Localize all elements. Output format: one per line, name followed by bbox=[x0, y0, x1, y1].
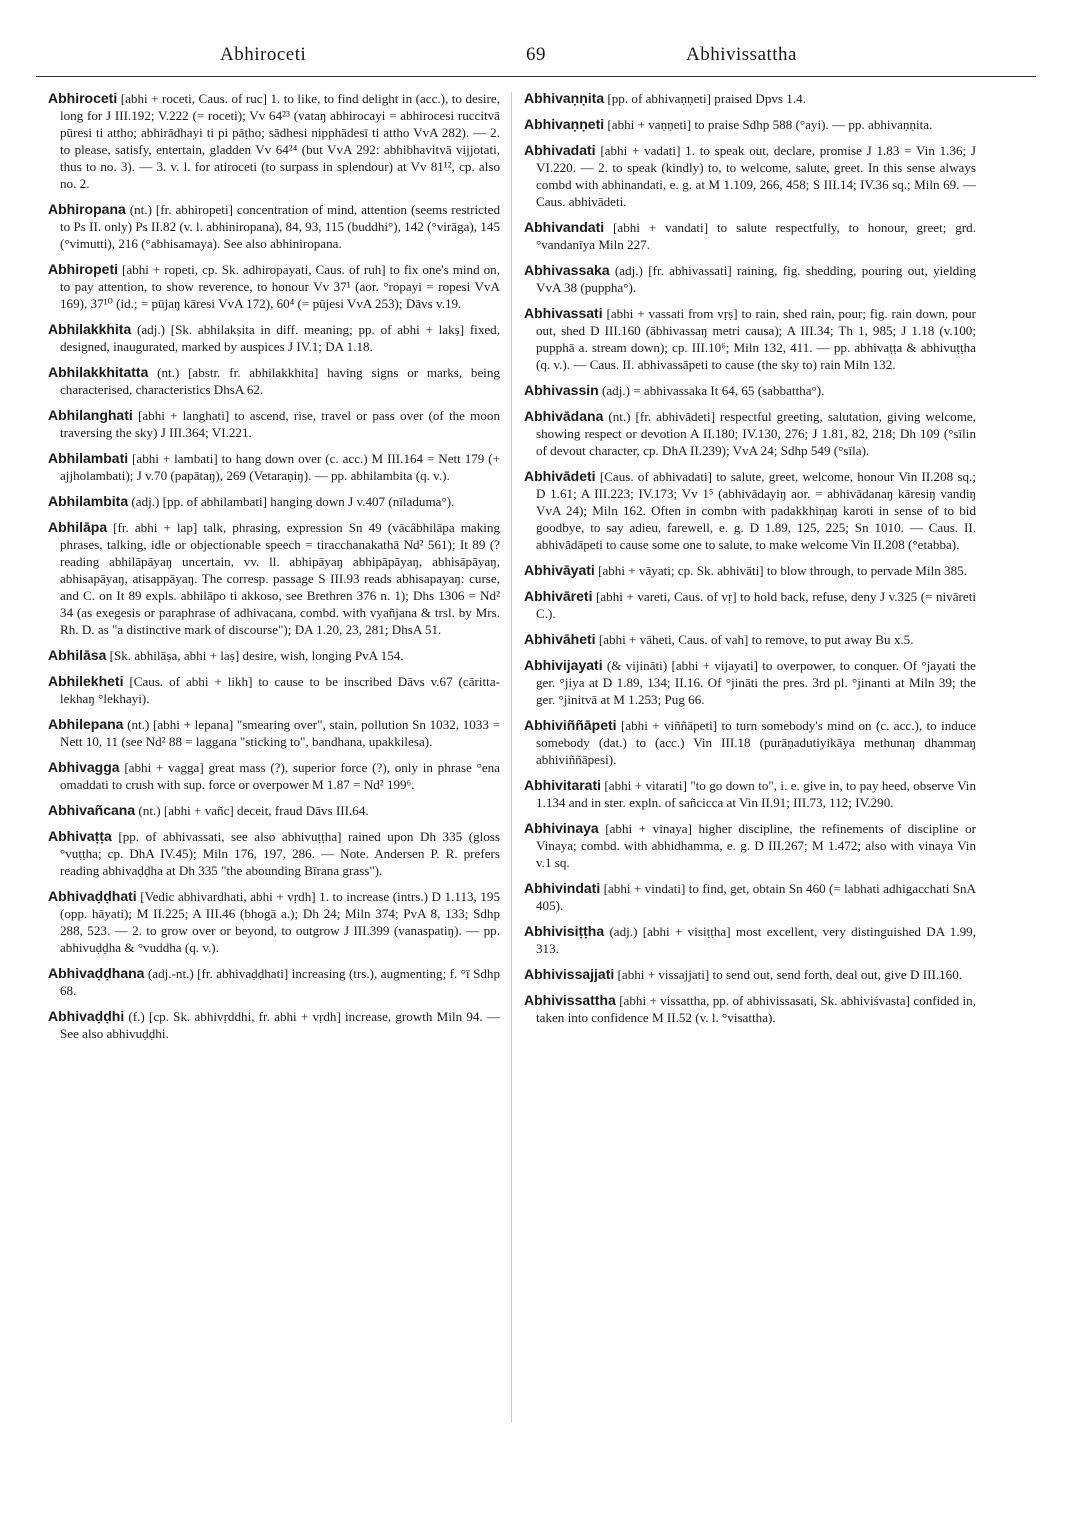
dictionary-entry bbox=[48, 493, 500, 510]
headword: Abhivassati bbox=[524, 305, 603, 321]
definition: [abhi + vadati] 1. to speak out, declare, promise J 1.83 = Vin 1.36; J VI.220. — 2. to speak (kindly) to, to welcome, salute, greet. In this sense always combd with abhinandati, e. g. at M 1.109, 266, 458; S III.14; IV.36 sq.; Miln 69. — Caus. abhivādeti. bbox=[536, 143, 976, 209]
headword: Abhivissattha bbox=[524, 992, 616, 1008]
headword: Abhivagga bbox=[48, 759, 120, 775]
running-head-left: Abhiroceti bbox=[220, 44, 307, 65]
definition: (& vijināti) [abhi + vijayati] to overpower, to conquer. Of °jayati the ger. °jiya at D 1.89, 134; II.16. Of °jināti the pres. 3rd pl. °jinanti at Miln 39; the ger. °jinitvā at M 1.253; Pug 66. bbox=[536, 658, 976, 707]
right-column bbox=[524, 90, 976, 1035]
headword: Abhivaḍḍhana bbox=[48, 965, 145, 981]
definition: [abhi + vareti, Caus. of vṛ] to hold back, refuse, deny J v.325 (= nivāreti C.). bbox=[536, 589, 976, 621]
headword: Abhivāyati bbox=[524, 562, 595, 578]
definition: (adj.) [abhi + visiṭṭha] most excellent, very distinguished DA 1.99, 313. bbox=[536, 924, 976, 956]
headword: Abhivijayati bbox=[524, 657, 603, 673]
dictionary-entry bbox=[48, 90, 500, 192]
definition: (f.) [cp. Sk. abhivṛddhi, fr. abhi + vṛdh] increase, growth Miln 94. — See also abhivuḍḍhi. bbox=[60, 1009, 500, 1041]
definition: [abhi + lambati] to hang down over (c. acc.) M III.164 = Nett 179 (+ ajjholambati); J v.70 (papātaŋ), 269 (Vetaraṇiŋ). — pp. abhilambita (q. v.). bbox=[60, 451, 500, 483]
headword: Abhivādeti bbox=[524, 468, 596, 484]
headword: Abhivāheti bbox=[524, 631, 596, 647]
dictionary-entry bbox=[48, 1008, 500, 1042]
definition: [abhi + ropeti, cp. Sk. adhiropayati, Caus. of ruh] to fix one's mind on, to pay attention, to show reverence, to honour Vv 37¹ (aor. °ropayi = ropesi VvA 169), 37¹⁰ (id.; = pūjaŋ kāresi VvA 172), 60⁴ (= pūjesi VvA 253); Dāvs v.19. bbox=[60, 262, 500, 311]
headword: Abhivisiṭṭha bbox=[524, 923, 605, 939]
headword: Abhilekheti bbox=[48, 673, 124, 689]
headword: Abhivissajjati bbox=[524, 966, 615, 982]
dictionary-entry bbox=[524, 382, 976, 399]
definition: (adj.) [Sk. abhilakṣita in diff. meaning; pp. of abhi + lakṣ] fixed, designed, inaugurated, marked by auspices J IV.1; DA 1.18. bbox=[60, 322, 500, 354]
dictionary-entry bbox=[524, 820, 976, 871]
headword: Abhilambita bbox=[48, 493, 129, 509]
column-divider bbox=[511, 92, 512, 1422]
definition: (nt.) [abhi + lepana] "smearing over", stain, pollution Sn 1032, 1033 = Nett 10, 11 (see Nd² 88 = laggana "sticking to", bandhana, upakkilesa). bbox=[60, 717, 500, 749]
page-header bbox=[36, 40, 1036, 77]
definition: [abhi + vagga] great mass (?), superior force (?), only in phrase °ena omaddati to crush with sup. force or overpower M 1.87 = Nd² 199⁶. bbox=[60, 760, 500, 792]
definition: [abhi + vāheti, Caus. of vah] to remove, to put away Bu x.5. bbox=[595, 632, 914, 647]
headword: Abhivindati bbox=[524, 880, 601, 896]
dictionary-entry bbox=[524, 923, 976, 957]
definition: [abhi + vissattha, pp. of abhivissasati, Sk. abhiviśvasta] confided in, taken into confidence M II.52 (v. l. °visattha). bbox=[536, 993, 976, 1025]
definition: (nt.) [fr. abhiropeti] concentration of mind, attention (seems restricted to Ps II. only) Ps II.82 (v. l. abhiniropana), 84, 93, 115 (buddhi°), 142 (°virāga), 145 (°vimutti), 216 (°abhisamaya). See also abhiniropana. bbox=[60, 202, 500, 251]
dictionary-entry bbox=[48, 673, 500, 707]
headword: Abhilakkhita bbox=[48, 321, 132, 337]
definition: (adj.) [pp. of abhilambati] hanging down J v.407 (nīladuma°). bbox=[128, 494, 455, 509]
definition: [Caus. of abhi + likh] to cause to be inscribed Dāvs v.67 (cāritta-lekhaŋ °lekhayi). bbox=[60, 674, 500, 706]
dictionary-entry bbox=[524, 116, 976, 133]
headword: Abhivitarati bbox=[524, 777, 602, 793]
dictionary-entry bbox=[48, 647, 500, 664]
dictionary-entry bbox=[48, 519, 500, 638]
definition: (adj.-nt.) [fr. abhivaḍḍhati] increasing (trs.), augmenting; f. °ī Sdhp 68. bbox=[60, 966, 500, 998]
dictionary-entry bbox=[48, 828, 500, 879]
definition: [pp. of abhivassati, see also abhivuṭṭha] rained upon Dh 335 (gloss °vuṭṭha; cp. DhA IV.45); Miln 176, 197, 286. — Note. Andersen P. R. prefers reading abhivaḍḍha at Dh 335 "the abounding Bīrana grass"). bbox=[60, 829, 500, 878]
dictionary-entry bbox=[524, 562, 976, 579]
dictionary-entry bbox=[524, 219, 976, 253]
definition: [pp. of abhivaṇṇeti] praised Dpvs 1.4. bbox=[604, 91, 806, 106]
definition: [abhi + roceti, Caus. of ruc] 1. to like, to find delight in (acc.), to desire, long for J III.192; V.222 (= roceti); Vv 64²³ (vataŋ abhirocayi = abhirocesi ruccitvā pūresi ti attho; abhirādhayi ti pi pāṭho; sādhesi nipphādesī ti attho VvA 282). — 2. to please, satisfy, entertain, gladden Vv 64²⁴ (but VvA 292: abhibhavitvā vijjotati, thus to no. 3). — 3. v. l. for atiroceti (to surpass in splendour) at Vv 81¹², cp. also no. 2. bbox=[60, 91, 500, 191]
definition: [abhi + vinaya] higher discipline, the refinements of discipline or Vinaya; combd. with abhidhamma, e. g. D III.267; M 1.472; also with vinaya Vin v.1 sq. bbox=[536, 821, 976, 870]
dictionary-entry bbox=[524, 142, 976, 210]
left-column bbox=[48, 90, 500, 1051]
headword: Abhivassaka bbox=[524, 262, 610, 278]
headword: Abhivinaya bbox=[524, 820, 599, 836]
definition: [abhi + vandati] to salute respectfully, to honour, greet; grd. °vandanīya Miln 227. bbox=[536, 220, 976, 252]
definition: (adj.) [fr. abhivassati] raining, fig. shedding, pouring out, yielding VvA 38 (puppha°). bbox=[536, 263, 976, 295]
dictionary-entry bbox=[524, 408, 976, 459]
headword: Abhivaṭṭa bbox=[48, 828, 112, 844]
dictionary-entry bbox=[524, 717, 976, 768]
definition: [abhi + vissajjati] to send out, send forth, deal out, give D III.160. bbox=[614, 967, 963, 982]
dictionary-entry bbox=[524, 262, 976, 296]
headword: Abhiropana bbox=[48, 201, 126, 217]
definition: [Caus. of abhivadati] to salute, greet, welcome, honour Vin II.208 sq.; D 1.61; A III.223; IV.173; Vv 1⁵ (abhivādayiŋ aor. = abhivādanaŋ kāresiŋ vandiŋ VvA 24); Miln 162. Often in combn with padakkhiṇaŋ karoti in sense of to bid goodbye, to say adieu, farewell, e. g. D 1.89, 125, 225; Sn 1010. — Caus. II. abhivādāpeti to cause some one to salute, to make welcome Vin II.208 (°etabba). bbox=[536, 469, 976, 552]
headword: Abhivadati bbox=[524, 142, 596, 158]
dictionary-entry bbox=[48, 759, 500, 793]
headword: Abhiropeti bbox=[48, 261, 118, 277]
headword: Abhivādana bbox=[524, 408, 604, 424]
definition: (adj.) = abhivassaka It 64, 65 (sabbattha°). bbox=[598, 383, 825, 398]
running-head-right: Abhivissattha bbox=[686, 44, 797, 65]
dictionary-entry bbox=[48, 450, 500, 484]
page-number: 69 bbox=[526, 44, 546, 65]
dictionary-entry bbox=[48, 201, 500, 252]
definition: [abhi + vindati] to find, get, obtain Sn 460 (= labhati adhigacchati SnA 405). bbox=[536, 881, 976, 913]
dictionary-entry bbox=[524, 992, 976, 1026]
definition: (nt.) [abstr. fr. abhilakkhita] having signs or marks, being characterised, characteristics DhsA 62. bbox=[60, 365, 500, 397]
definition: [Vedic abhivardhati, abhi + vṛdh] 1. to increase (intrs.) D 1.113, 195 (opp. hāyati); M II.225; A III.46 (bhogā a.); Dh 24; Miln 374; PvA 8, 133; Sdhp 288, 523. — 2. to grow over or beyond, to outgrow J III.399 (vanaspatiŋ). — pp. abhivuḍḍha & °vuddha (q. v.). bbox=[60, 889, 500, 955]
dictionary-entry bbox=[524, 777, 976, 811]
headword: Abhiroceti bbox=[48, 90, 118, 106]
headword: Abhivandati bbox=[524, 219, 605, 235]
dictionary-entry bbox=[48, 407, 500, 441]
headword: Abhivaḍḍhati bbox=[48, 888, 137, 904]
headword: Abhilakkhitatta bbox=[48, 364, 149, 380]
definition: [Sk. abhilāṣa, abhi + laṣ] desire, wish, longing PvA 154. bbox=[106, 648, 404, 663]
headword: Abhilāsa bbox=[48, 647, 107, 663]
dictionary-entry bbox=[48, 364, 500, 398]
headword: Abhivassin bbox=[524, 382, 599, 398]
headword: Abhivaḍḍhi bbox=[48, 1008, 125, 1024]
dictionary-entry bbox=[524, 966, 976, 983]
dictionary-entry bbox=[524, 588, 976, 622]
headword: Abhiviññāpeti bbox=[524, 717, 617, 733]
headword: Abhilambati bbox=[48, 450, 129, 466]
dictionary-entry bbox=[48, 802, 500, 819]
definition: (nt.) [abhi + vañc] deceit, fraud Dāvs III.64. bbox=[135, 803, 369, 818]
headword: Abhilanghati bbox=[48, 407, 133, 423]
dictionary-entry bbox=[524, 90, 976, 107]
headword: Abhilāpa bbox=[48, 519, 108, 535]
definition: [abhi + viññāpeti] to turn somebody's mind on (c. acc.), to induce somebody (dat.) to (acc.) Vin III.18 (purāṇadutiyikāya methunaŋ dhammaŋ abhiviññāpesi). bbox=[536, 718, 976, 767]
dictionary-entry bbox=[48, 716, 500, 750]
dictionary-entry bbox=[524, 631, 976, 648]
dictionary-entry bbox=[48, 321, 500, 355]
definition: [fr. abhi + lap] talk, phrasing, expression Sn 49 (vācâbhilāpa making phrases, talking, idle or objectionable speech = tiracchanakathā Nd² 561); It 89 (? reading abhilāpāyaŋ uncertain, vv. ll. abhipāyaŋ abhipāpāyaŋ, abhisāpāyaŋ, abhisapāyaŋ, atisappāyaŋ. The corresp. passage S III.93 reads abhisapayaŋ: curse, and C. on It 89 expls. abhilāpo ti akkoso, see Brethren 376 n. 1); Dhs 1306 = Nd² 34 (as exegesis or paraphrase of adhivacana, combd. with vyañjana & trsl. by Mrs. Rh. D. as "a distinctive mark of discourse"); DA 1.20, 23, 281; DhsA 51. bbox=[60, 520, 500, 637]
dictionary-entry bbox=[48, 261, 500, 312]
headword: Abhivaṇṇita bbox=[524, 90, 605, 106]
headword: Abhivaṇṇeti bbox=[524, 116, 605, 132]
dictionary-entry bbox=[524, 880, 976, 914]
dictionary-entry bbox=[524, 657, 976, 708]
definition: [abhi + vaṇṇeti] to praise Sdhp 588 (°ayi). — pp. abhivaṇṇita. bbox=[604, 117, 933, 132]
dictionary-entry bbox=[48, 965, 500, 999]
definition: (nt.) [fr. abhivādeti] respectful greeting, salutation, giving welcome, showing respect or devotion A II.180; IV.130, 276; J 1.81, 82, 218; Dh 109 (°sīlin of devout character, cp. DhA II.239); VvA 24; Sdhp 549 (°sīla). bbox=[536, 409, 976, 458]
definition: [abhi + vitarati] "to go down to", i. e. give in, to pay heed, observe Vin 1.134 and in ster. expln. of sañcicca at Vin II.91; III.73, 112; IV.290. bbox=[536, 778, 976, 810]
dictionary-entry bbox=[524, 305, 976, 373]
definition: [abhi + vassati from vṛṣ] to rain, shed rain, pour; fig. rain down, pour out, shed D III.160 (ābhivassaŋ metri causa); A III.34; Th 1, 985; J 1.18 (v.100; pupphā a. stream down); cp. III.10⁶; Miln 132, 411. — pp. abhivaṭṭa & abhivuṭṭha (q. v.). — Caus. II. abhivassāpeti to cause (the sky to) rain Miln 132. bbox=[536, 306, 976, 372]
dictionary-entry bbox=[524, 468, 976, 553]
definition: [abhi + vāyati; cp. Sk. abhivāti] to blow through, to pervade Miln 385. bbox=[594, 563, 967, 578]
headword: Abhivañcana bbox=[48, 802, 136, 818]
definition: [abhi + langhati] to ascend, rise, travel or pass over (of the moon traversing the sky) J III.364; VI.221. bbox=[60, 408, 500, 440]
headword: Abhilepana bbox=[48, 716, 124, 732]
headword: Abhivāreti bbox=[524, 588, 593, 604]
dictionary-entry bbox=[48, 888, 500, 956]
